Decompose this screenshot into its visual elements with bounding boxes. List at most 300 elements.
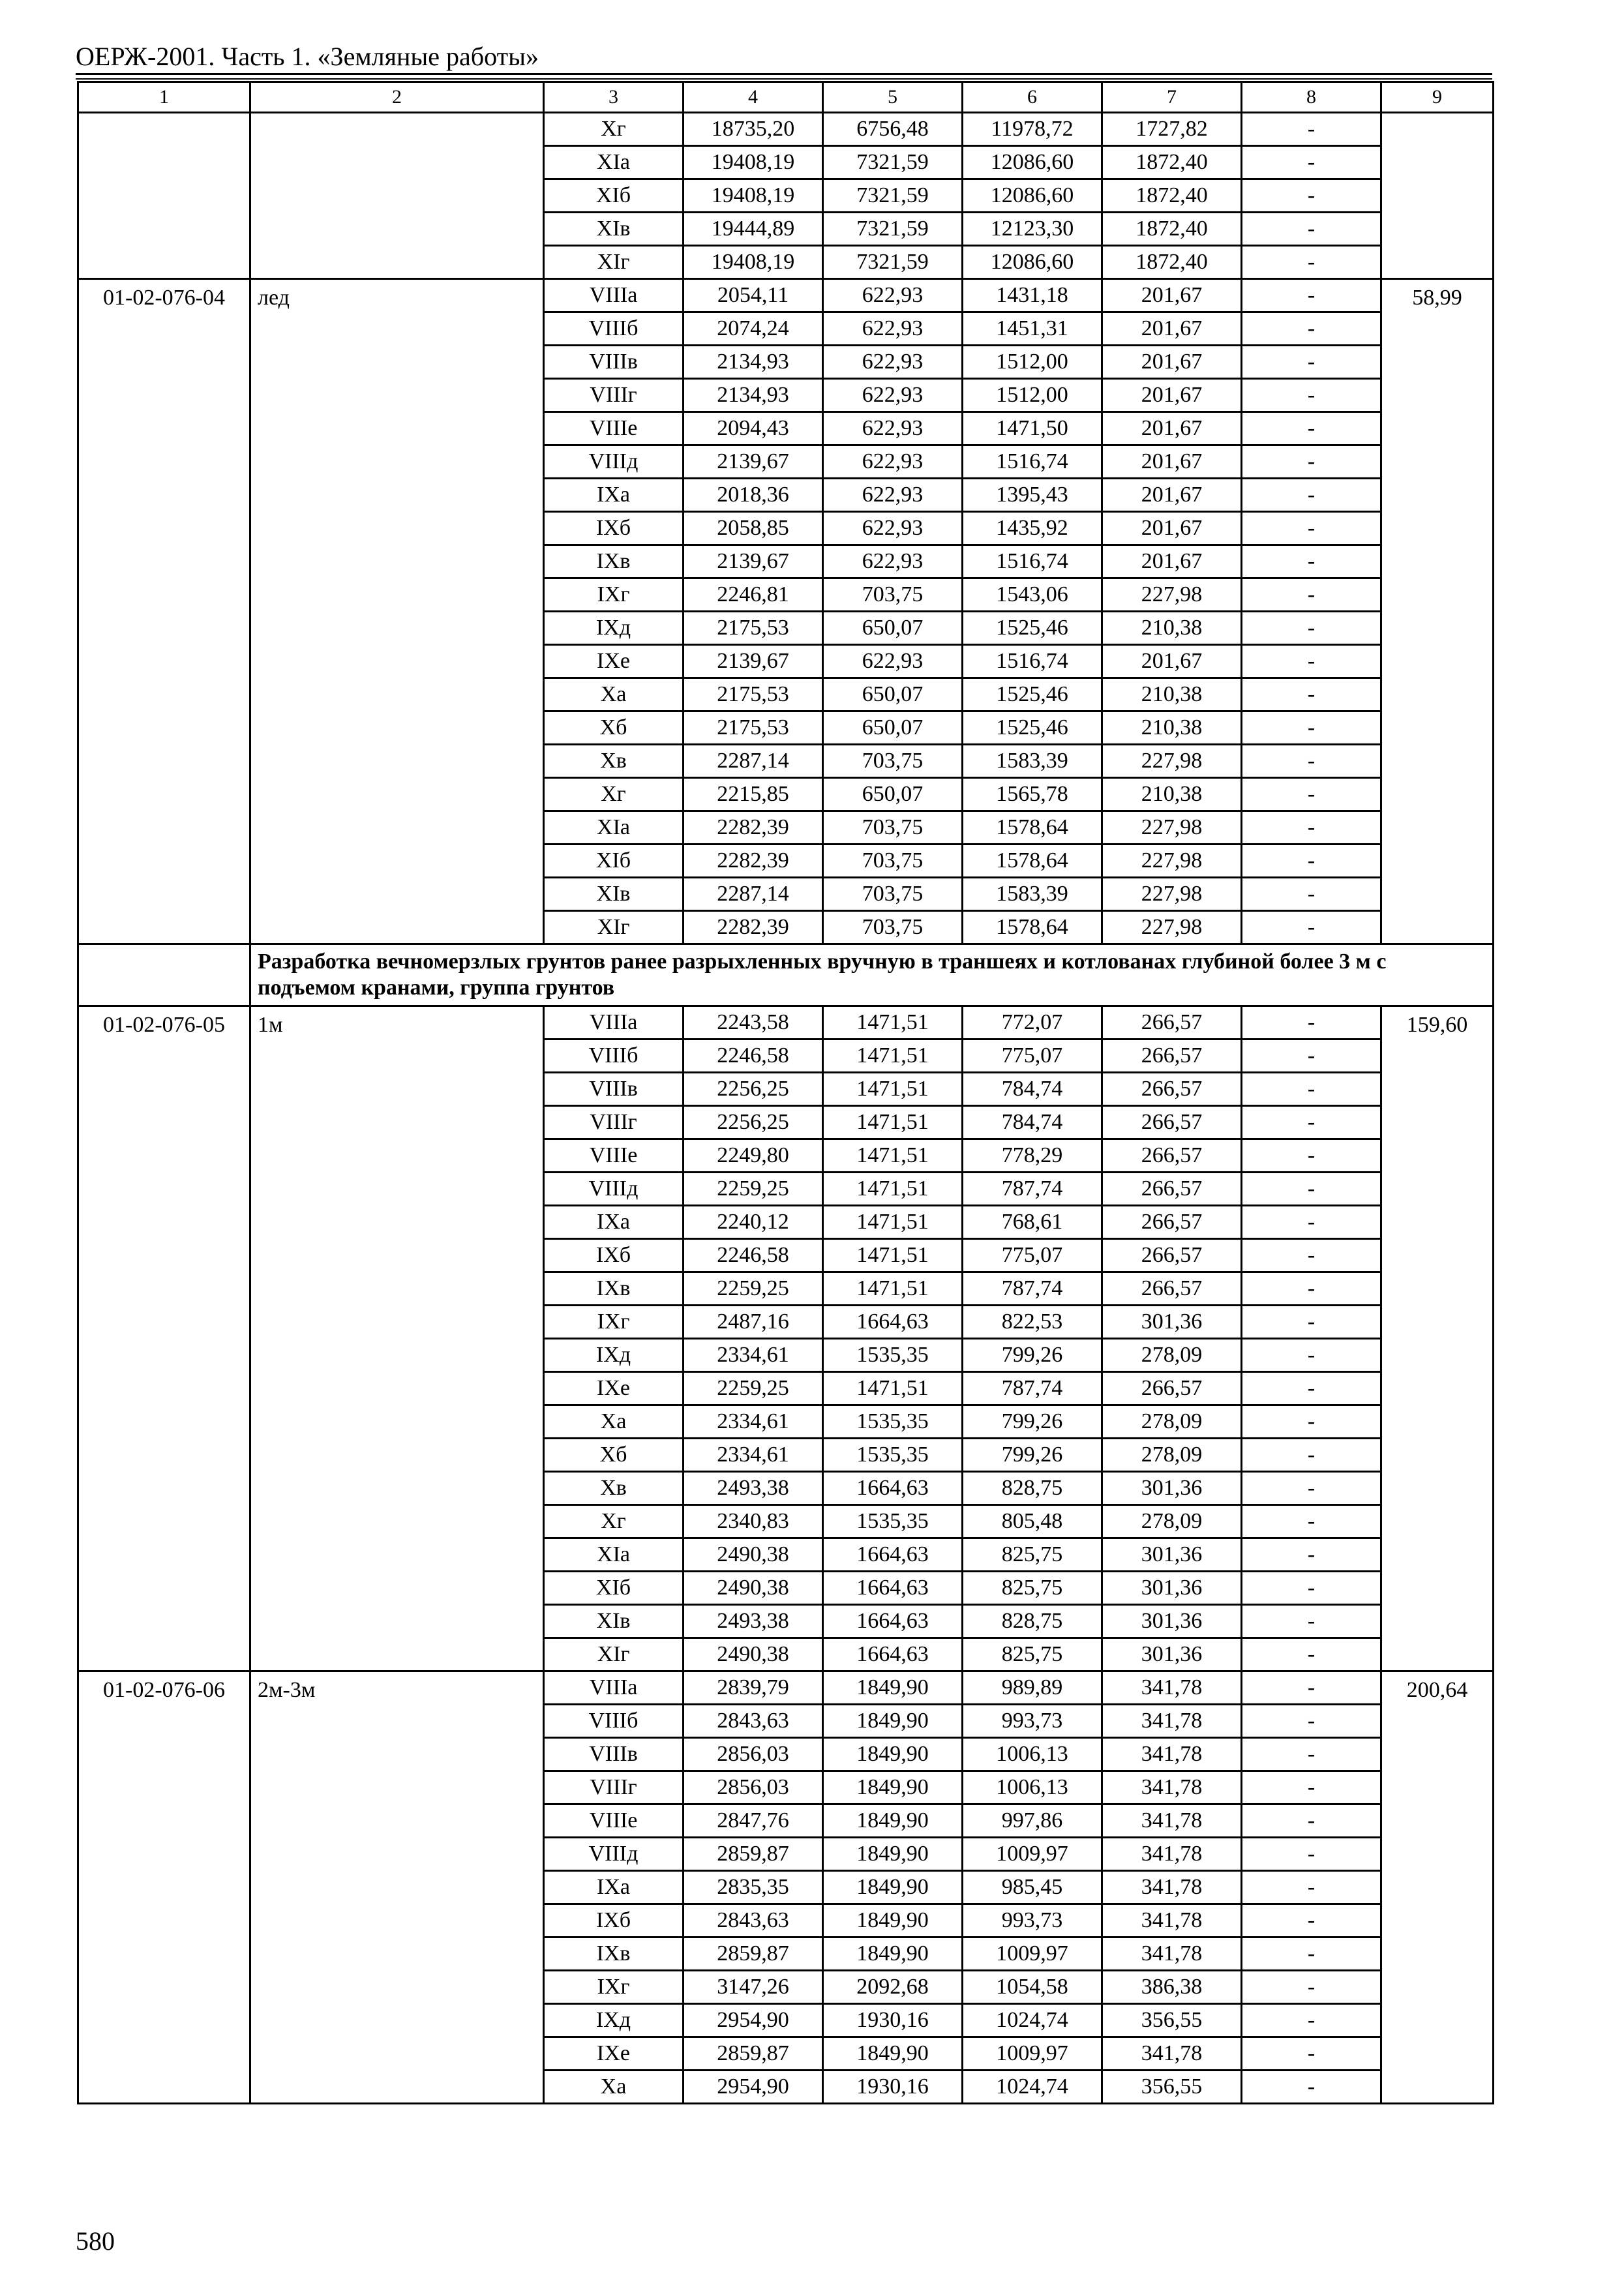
value-cell: 2856,03 [684, 1771, 823, 1804]
value-cell: 622,93 [823, 512, 963, 545]
price-table [77, 81, 1494, 2104]
value-cell: 2859,87 [684, 1838, 823, 1871]
value-cell: 1471,51 [823, 1073, 963, 1106]
value-cell: 775,07 [963, 1239, 1102, 1272]
value-cell: 784,74 [963, 1106, 1102, 1139]
value-cell: 828,75 [963, 1472, 1102, 1505]
value-cell: - [1242, 146, 1381, 179]
value-cell: 1535,35 [823, 1339, 963, 1372]
soil-group-cell: XIa [544, 1538, 684, 1572]
soil-group-cell: Xa [544, 2071, 684, 2104]
value-cell: 1583,39 [963, 878, 1102, 911]
value-cell: - [1242, 1937, 1381, 1971]
value-cell: 341,78 [1102, 1871, 1242, 1904]
value-cell: 622,93 [823, 412, 963, 445]
soil-group-cell: IXг [544, 1306, 684, 1339]
value-cell: 2134,93 [684, 346, 823, 379]
value-cell: 2859,87 [684, 1937, 823, 1971]
soil-group-cell: VIIIв [544, 346, 684, 379]
value-cell: 799,26 [963, 1339, 1102, 1372]
value-cell: 1849,90 [823, 1738, 963, 1771]
value-cell: 787,74 [963, 1372, 1102, 1405]
value-cell: 1872,40 [1102, 213, 1242, 246]
value-cell: - [1242, 911, 1381, 944]
value-cell: - [1242, 346, 1381, 379]
value-cell: 210,38 [1102, 612, 1242, 645]
value-cell: 201,67 [1102, 312, 1242, 346]
value-cell: 301,36 [1102, 1538, 1242, 1572]
soil-group-cell: XIг [544, 911, 684, 944]
soil-group-cell: XIб [544, 845, 684, 878]
value-cell: 1872,40 [1102, 146, 1242, 179]
section-row [78, 944, 1494, 1006]
value-cell: 822,53 [963, 1306, 1102, 1339]
value-cell: 622,93 [823, 346, 963, 379]
value-cell: 1516,74 [963, 445, 1102, 479]
value-cell: 278,09 [1102, 1405, 1242, 1439]
value-cell: 622,93 [823, 279, 963, 312]
soil-group-cell: IXб [544, 1239, 684, 1272]
value-cell: 1054,58 [963, 1971, 1102, 2004]
value-cell: 825,75 [963, 1638, 1102, 1671]
value-cell: 7321,59 [823, 179, 963, 213]
value-cell: 650,07 [823, 711, 963, 745]
value-cell: - [1242, 545, 1381, 578]
value-cell: 19444,89 [684, 213, 823, 246]
soil-group-cell: IXг [544, 1971, 684, 2004]
value-cell: - [1242, 711, 1381, 745]
value-cell: 1471,51 [823, 1239, 963, 1272]
value-cell: 2139,67 [684, 445, 823, 479]
value-cell: 301,36 [1102, 1605, 1242, 1638]
soil-group-cell: IXe [544, 645, 684, 678]
value-cell: 201,67 [1102, 379, 1242, 412]
value-cell: 2175,53 [684, 678, 823, 711]
value-cell: 1451,31 [963, 312, 1102, 346]
value-cell: 1535,35 [823, 1505, 963, 1538]
value-cell: 301,36 [1102, 1638, 1242, 1671]
value-cell: 1583,39 [963, 745, 1102, 778]
value-cell: 622,93 [823, 645, 963, 678]
soil-group-cell: Xг [544, 113, 684, 146]
soil-group-cell: VIIIд [544, 1838, 684, 1871]
value-cell: 341,78 [1102, 1937, 1242, 1971]
value-cell: 7321,59 [823, 246, 963, 279]
soil-group-cell: Xб [544, 711, 684, 745]
value-cell: 2215,85 [684, 778, 823, 811]
value-cell: 1849,90 [823, 1771, 963, 1804]
value-cell: 11978,72 [963, 113, 1102, 146]
value-cell: 1395,43 [963, 479, 1102, 512]
soil-group-cell: XIб [544, 179, 684, 213]
value-cell: 1849,90 [823, 1937, 963, 1971]
value-cell: - [1242, 479, 1381, 512]
value-cell: 2259,25 [684, 1272, 823, 1306]
value-cell: - [1242, 1638, 1381, 1671]
soil-group-cell: VIIIв [544, 1073, 684, 1106]
value-cell: 2256,25 [684, 1073, 823, 1106]
value-cell: 1849,90 [823, 2037, 963, 2071]
value-cell: 1512,00 [963, 379, 1102, 412]
value-cell: 703,75 [823, 578, 963, 612]
column-number-cell: 6 [963, 82, 1102, 113]
value-cell: - [1242, 2071, 1381, 2104]
value-cell: - [1242, 1339, 1381, 1372]
table-row [78, 279, 1494, 312]
work-name: лед [250, 279, 544, 944]
soil-group-cell: VIIIг [544, 1771, 684, 1804]
value-cell: 1578,64 [963, 845, 1102, 878]
value-cell: 2092,68 [823, 1971, 963, 2004]
value-cell: 1664,63 [823, 1538, 963, 1572]
value-cell: 1849,90 [823, 1671, 963, 1705]
value-cell: 301,36 [1102, 1572, 1242, 1605]
value-cell: 210,38 [1102, 711, 1242, 745]
value-cell: 2835,35 [684, 1871, 823, 1904]
value-cell: 703,75 [823, 745, 963, 778]
soil-group-cell: VIIIe [544, 412, 684, 445]
running-header: ОЕРЖ-2001. Часть 1. «Земляные работы» [76, 42, 539, 71]
value-cell: 1930,16 [823, 2071, 963, 2104]
value-cell: 787,74 [963, 1173, 1102, 1206]
value-cell: 201,67 [1102, 645, 1242, 678]
value-cell: 356,55 [1102, 2071, 1242, 2104]
value-cell: 1565,78 [963, 778, 1102, 811]
soil-group-cell: XIг [544, 1638, 684, 1671]
value-cell: - [1242, 678, 1381, 711]
value-cell: 2282,39 [684, 911, 823, 944]
value-cell: 278,09 [1102, 1505, 1242, 1538]
value-cell: 2139,67 [684, 645, 823, 678]
value-cell: 1431,18 [963, 279, 1102, 312]
soil-group-cell: IXa [544, 1206, 684, 1239]
value-cell: 2246,81 [684, 578, 823, 612]
value-cell: - [1242, 179, 1381, 213]
value-cell: 341,78 [1102, 1671, 1242, 1705]
soil-group-cell: Xг [544, 778, 684, 811]
value-cell: 1872,40 [1102, 179, 1242, 213]
value-cell: 2246,58 [684, 1040, 823, 1073]
rate-code: 01-02-076-06 [78, 1671, 250, 2104]
soil-group-cell: IXa [544, 1871, 684, 1904]
value-cell: 227,98 [1102, 878, 1242, 911]
value-cell: 227,98 [1102, 911, 1242, 944]
value-cell: 622,93 [823, 545, 963, 578]
value-cell: 2954,90 [684, 2004, 823, 2037]
soil-group-cell: XIa [544, 811, 684, 845]
soil-group-cell: XIa [544, 146, 684, 179]
value-cell: 341,78 [1102, 1771, 1242, 1804]
value-cell: 1849,90 [823, 1705, 963, 1738]
value-cell: 1516,74 [963, 545, 1102, 578]
soil-group-cell: IXe [544, 2037, 684, 2071]
value-cell: - [1242, 1372, 1381, 1405]
value-cell: 2249,80 [684, 1139, 823, 1173]
value-cell: 784,74 [963, 1073, 1102, 1106]
value-cell: 2018,36 [684, 479, 823, 512]
soil-group-cell: VIIIa [544, 1006, 684, 1040]
soil-group-cell: IXб [544, 1904, 684, 1937]
soil-group-cell: IXв [544, 1937, 684, 1971]
value-cell: 799,26 [963, 1405, 1102, 1439]
value-cell: - [1242, 1239, 1381, 1272]
value-cell: 341,78 [1102, 1838, 1242, 1871]
value-cell: - [1242, 113, 1381, 146]
column-number-cell: 7 [1102, 82, 1242, 113]
soil-group-cell: Xв [544, 745, 684, 778]
value-cell: 2839,79 [684, 1671, 823, 1705]
value-cell: 2175,53 [684, 612, 823, 645]
value-cell: 2243,58 [684, 1006, 823, 1040]
value-cell: 1471,50 [963, 412, 1102, 445]
soil-group-cell: IXв [544, 545, 684, 578]
soil-group-cell: VIIIв [544, 1738, 684, 1771]
value-cell: 1024,74 [963, 2004, 1102, 2037]
value-cell: 1471,51 [823, 1372, 963, 1405]
value-cell: 19408,19 [684, 246, 823, 279]
work-name: 1м [250, 1006, 544, 1671]
value-cell: 227,98 [1102, 845, 1242, 878]
soil-group-cell: VIIIe [544, 1804, 684, 1838]
value-cell: 210,38 [1102, 778, 1242, 811]
value-cell: 1535,35 [823, 1405, 963, 1439]
value-cell: 19408,19 [684, 179, 823, 213]
value-cell: - [1242, 1405, 1381, 1439]
value-cell: - [1242, 612, 1381, 645]
value-cell: 210,38 [1102, 678, 1242, 711]
value-cell: 12086,60 [963, 179, 1102, 213]
value-cell: 201,67 [1102, 279, 1242, 312]
value-cell: 1009,97 [963, 2037, 1102, 2071]
value-cell: 341,78 [1102, 2037, 1242, 2071]
value-cell: 19408,19 [684, 146, 823, 179]
value-cell: 1872,40 [1102, 246, 1242, 279]
value-cell: 2287,14 [684, 745, 823, 778]
value-cell: 1849,90 [823, 1804, 963, 1838]
column-number-row [78, 82, 1494, 113]
value-cell: 201,67 [1102, 479, 1242, 512]
soil-group-cell: XIв [544, 1605, 684, 1638]
value-cell: 2287,14 [684, 878, 823, 911]
value-cell: 6756,48 [823, 113, 963, 146]
value-cell: 1471,51 [823, 1040, 963, 1073]
section-title: Разработка вечномерзлых грунтов ранее разрыхленных вручную в траншеях и котлованах глубиной более 3 м с подъемом кранами, группа грунтов [250, 944, 1494, 1006]
value-cell: 2856,03 [684, 1738, 823, 1771]
value-cell: - [1242, 811, 1381, 845]
value-cell: 266,57 [1102, 1139, 1242, 1173]
value-cell: 201,67 [1102, 545, 1242, 578]
value-cell: - [1242, 1472, 1381, 1505]
value-cell: 201,67 [1102, 346, 1242, 379]
value-cell: - [1242, 1439, 1381, 1472]
column-number-cell: 8 [1242, 82, 1381, 113]
value-cell: 997,86 [963, 1804, 1102, 1838]
value-cell: - [1242, 1206, 1381, 1239]
value-cell: 1471,51 [823, 1272, 963, 1306]
value-cell: - [1242, 878, 1381, 911]
value-cell: 1535,35 [823, 1439, 963, 1472]
value-cell: 227,98 [1102, 811, 1242, 845]
value-cell: - [1242, 312, 1381, 346]
value-cell: 622,93 [823, 379, 963, 412]
value-cell: 2843,63 [684, 1705, 823, 1738]
value-cell: 12086,60 [963, 246, 1102, 279]
soil-group-cell: XIб [544, 1572, 684, 1605]
value-cell: 266,57 [1102, 1372, 1242, 1405]
value-cell: 1664,63 [823, 1638, 963, 1671]
value-cell: 2282,39 [684, 811, 823, 845]
value-cell: - [1242, 1671, 1381, 1705]
value-cell: - [1242, 778, 1381, 811]
value-cell: 2256,25 [684, 1106, 823, 1139]
value-cell: 2490,38 [684, 1538, 823, 1572]
soil-group-cell: Xг [544, 1505, 684, 1538]
value-cell: 1024,74 [963, 2071, 1102, 2104]
labor-norm: 58,99 [1381, 279, 1494, 944]
table-row [78, 113, 1494, 146]
value-cell: 227,98 [1102, 745, 1242, 778]
soil-group-cell: IXб [544, 512, 684, 545]
value-cell: 201,67 [1102, 412, 1242, 445]
value-cell: 650,07 [823, 778, 963, 811]
value-cell: - [1242, 1605, 1381, 1638]
rate-code: 01-02-076-04 [78, 279, 250, 944]
value-cell: 227,98 [1102, 578, 1242, 612]
section-code-cell [78, 944, 250, 1006]
header-rule-thin [76, 78, 1492, 80]
value-cell: 2139,67 [684, 545, 823, 578]
value-cell: - [1242, 1139, 1381, 1173]
value-cell: 266,57 [1102, 1106, 1242, 1139]
value-cell: 341,78 [1102, 1904, 1242, 1937]
soil-group-cell: VIIIe [544, 1139, 684, 1173]
value-cell: 2175,53 [684, 711, 823, 745]
value-cell: - [1242, 578, 1381, 612]
soil-group-cell: VIIIб [544, 1705, 684, 1738]
soil-group-cell: IXд [544, 2004, 684, 2037]
value-cell: - [1242, 845, 1381, 878]
value-cell: 778,29 [963, 1139, 1102, 1173]
value-cell: - [1242, 1871, 1381, 1904]
value-cell: 3147,26 [684, 1971, 823, 2004]
value-cell: 993,73 [963, 1904, 1102, 1937]
value-cell: 1849,90 [823, 1871, 963, 1904]
column-number-cell: 2 [250, 82, 544, 113]
value-cell: 18735,20 [684, 113, 823, 146]
value-cell: 341,78 [1102, 1705, 1242, 1738]
value-cell: 1525,46 [963, 612, 1102, 645]
value-cell: 356,55 [1102, 2004, 1242, 2037]
table-row [78, 1006, 1494, 1040]
soil-group-cell: VIIIг [544, 1106, 684, 1139]
value-cell: 2259,25 [684, 1372, 823, 1405]
value-cell: 1009,97 [963, 1937, 1102, 1971]
value-cell: 1512,00 [963, 346, 1102, 379]
value-cell: 989,89 [963, 1671, 1102, 1705]
value-cell: 1930,16 [823, 2004, 963, 2037]
work-name: 2м-3м [250, 1671, 544, 2104]
table-row [78, 1671, 1494, 1705]
value-cell: 775,07 [963, 1040, 1102, 1073]
soil-group-cell: VIIIг [544, 379, 684, 412]
value-cell: 2058,85 [684, 512, 823, 545]
column-number-cell: 4 [684, 82, 823, 113]
column-number-cell: 3 [544, 82, 684, 113]
value-cell: 2490,38 [684, 1638, 823, 1671]
value-cell: 1471,51 [823, 1106, 963, 1139]
value-cell: 1849,90 [823, 1838, 963, 1871]
value-cell: 7321,59 [823, 146, 963, 179]
value-cell: 1543,06 [963, 578, 1102, 612]
value-cell: 703,75 [823, 878, 963, 911]
soil-group-cell: XIг [544, 246, 684, 279]
value-cell: 622,93 [823, 312, 963, 346]
value-cell: 386,38 [1102, 1971, 1242, 2004]
value-cell: 266,57 [1102, 1239, 1242, 1272]
value-cell: - [1242, 445, 1381, 479]
value-cell: - [1242, 1505, 1381, 1538]
value-cell: 1664,63 [823, 1472, 963, 1505]
value-cell: 993,73 [963, 1705, 1102, 1738]
value-cell: - [1242, 412, 1381, 445]
value-cell: 772,07 [963, 1006, 1102, 1040]
value-cell: 703,75 [823, 911, 963, 944]
value-cell: 703,75 [823, 845, 963, 878]
value-cell: 1727,82 [1102, 113, 1242, 146]
value-cell: 341,78 [1102, 1738, 1242, 1771]
soil-group-cell: IXг [544, 578, 684, 612]
value-cell: - [1242, 1904, 1381, 1937]
soil-group-cell: VIIIб [544, 1040, 684, 1073]
soil-group-cell: Xб [544, 1439, 684, 1472]
value-cell: 266,57 [1102, 1073, 1242, 1106]
value-cell: 1578,64 [963, 911, 1102, 944]
value-cell: - [1242, 1272, 1381, 1306]
soil-group-cell: IXa [544, 479, 684, 512]
soil-group-cell: VIIIб [544, 312, 684, 346]
value-cell: 201,67 [1102, 512, 1242, 545]
value-cell: 266,57 [1102, 1006, 1242, 1040]
value-cell: - [1242, 1572, 1381, 1605]
value-cell: - [1242, 1106, 1381, 1139]
value-cell: 622,93 [823, 445, 963, 479]
value-cell: 2334,61 [684, 1439, 823, 1472]
soil-group-cell: VIIIд [544, 445, 684, 479]
value-cell: 2487,16 [684, 1306, 823, 1339]
value-cell: 2493,38 [684, 1605, 823, 1638]
labor-norm: 200,64 [1381, 1671, 1494, 2104]
value-cell: 2074,24 [684, 312, 823, 346]
value-cell: 2334,61 [684, 1405, 823, 1439]
value-cell: 7321,59 [823, 213, 963, 246]
value-cell: 301,36 [1102, 1472, 1242, 1505]
value-cell: 1435,92 [963, 512, 1102, 545]
value-cell: - [1242, 1705, 1381, 1738]
column-number-cell: 1 [78, 82, 250, 113]
soil-group-cell: IXe [544, 1372, 684, 1405]
soil-group-cell: IXв [544, 1272, 684, 1306]
value-cell: 341,78 [1102, 1804, 1242, 1838]
value-cell: 2246,58 [684, 1239, 823, 1272]
value-cell: - [1242, 279, 1381, 312]
value-cell: 2094,43 [684, 412, 823, 445]
value-cell: - [1242, 2037, 1381, 2071]
value-cell: 985,45 [963, 1871, 1102, 1904]
value-cell: 12123,30 [963, 213, 1102, 246]
value-cell: 1471,51 [823, 1139, 963, 1173]
soil-group-cell: IXд [544, 1339, 684, 1372]
value-cell: 650,07 [823, 678, 963, 711]
